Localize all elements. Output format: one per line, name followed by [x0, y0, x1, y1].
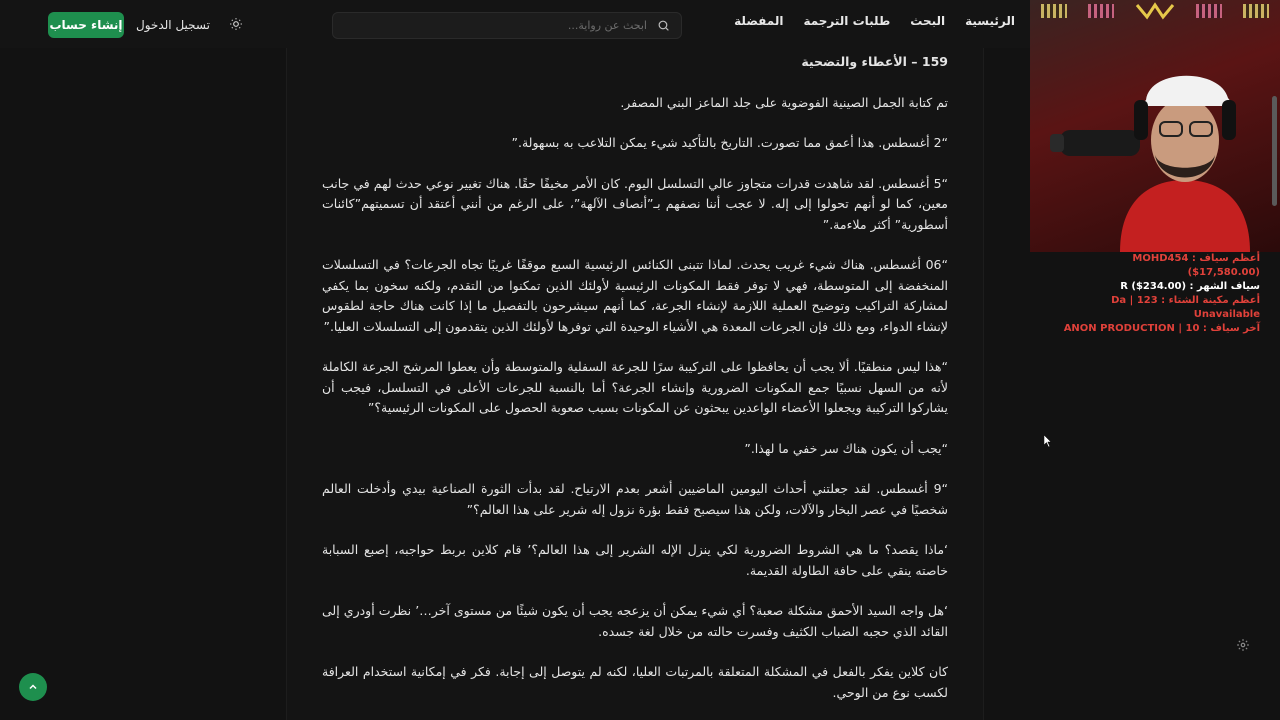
chapter-title: 159 – الأعطاء والتضحية — [801, 54, 948, 69]
mouse-cursor — [1044, 435, 1052, 447]
nav-translation-requests[interactable]: طلبات الترجمة — [803, 14, 891, 28]
top-donor-text: أعظم سياف : MOHD454 ($17,580.00) — [1132, 253, 1260, 278]
paragraph: “يجب أن يكون هناك سر خفي ما لهذا.” — [744, 440, 948, 456]
paragraph: كان كلاين يفكر بالفعل في المشكلة المتعلقة بالمرتبات العليا، لكنه لم يتوصل إلى إجابة. فكر في إمكانية استخدام العرافة لكسب نوع من الوحي. — [322, 664, 948, 700]
banner-decoration — [1088, 4, 1114, 18]
webcam-feed — [1030, 0, 1280, 252]
last-donor-text: آخر سياف : 10 | ANON PRODUCTION — [1063, 323, 1260, 334]
search-box — [332, 12, 682, 39]
scroll-top-button[interactable] — [19, 673, 47, 701]
streamer-avatar — [1110, 60, 1260, 252]
paragraph: “2 أغسطس. هذا أعمق مما تصورت. التاريخ بالتأكيد شيء يمكن التلاعب به بسهولة.” — [511, 135, 948, 150]
paragraph: ‘هل واجه السيد الأحمق مشكلة صعبة؟ أي شيء يمكن أن يزعجه يجب أن يكون شيئًا من مستوى آخر…’ نظرت أودري إلى القائد الذي حجبه الضباب الكثيف وفسرت حالته من خلال لغة جسده. — [322, 603, 948, 639]
crown-logo-icon — [1135, 1, 1175, 21]
banner-decoration — [1041, 4, 1067, 18]
webcam-banner — [1030, 0, 1280, 22]
sun-icon[interactable] — [226, 14, 246, 34]
chevron-up-icon — [27, 681, 39, 693]
month-donor-text: سياف الشهر : R ($234.00) — [1120, 281, 1260, 292]
register-button[interactable]: إنشاء حساب — [48, 12, 124, 38]
banner-decoration — [1196, 4, 1222, 18]
paragraph: تم كتابة الجمل الصينية الفوضوية على جلد الماعز البني المصفر. — [620, 94, 948, 110]
nav-home[interactable]: الرئيسية — [965, 14, 1015, 28]
page-scrollbar[interactable] — [1272, 96, 1277, 206]
search-input[interactable] — [347, 19, 647, 32]
paragraph: ‘ماذا يقصد؟ ما هي الشروط الضرورية لكي ينزل الإله الشرير إلى هذا العالم؟’ قام كلاين بربط حواجبه، إصبع السبابة خاصته ينقي على حافة الطاولة القديمة. — [322, 542, 948, 578]
nav-favorites[interactable]: المفضلة — [734, 14, 784, 28]
main-nav — [734, 14, 1015, 34]
gear-icon[interactable] — [1234, 636, 1252, 654]
login-button[interactable]: تسجيل الدخول — [136, 18, 210, 32]
paragraph: “هذا ليس منطقيًا. ألا يجب أن يحافظوا على التركيبة سرًا للجرعة السفلية والمتوسطة وأن يعطوا المرشح الجرعة الكاملة لأنه من السهل نسبيًا جمع المكونات الضرورية وإنشاء الجرعة؟ أما بالنسبة للجرعات الأعلى في التسلسل، فيجب أن يشاركوا التركيبة ويجعلوا الأعضاء الواعدين يبحثون عن المكونات بسبب صعوبة الحصول على المكونات الرئيسية؟” — [322, 359, 948, 415]
stream-overlay — [1060, 252, 1260, 336]
nav-search[interactable]: البحث — [910, 14, 946, 28]
chapter-content — [322, 48, 948, 720]
paragraph: “06 أغسطس. هناك شيء غريب يحدث. لماذا تتبنى الكنائس الرئيسية السبع موقفًا غريبًا تجاه الجرعات؟ في التسلسلات المنخفضة إلى المتوسطة، فهي لا توفر فقط المكونات الرئيسية لأولئك الذين تمكنوا من التقدم، ولكنه سخون بما يكفي لمشاركة التراكيب وتوضيح العملية اللازمة لإنشاء الجرعة، كما أنهم سيشرحون بالتفصيل ما إذا كانت هناك حاجة لطقوس لإنشاء الدواء، ومع ذلك فإن الجرعات المعدة هي الأشياء الوحيدة التي توفرها لأولئك الذين يتقدمون إلى التسلسلات العليا.” — [322, 257, 948, 334]
paragraph: “9 أغسطس. لقد جعلتني أحداث اليومين الماضيين أشعر بعدم الارتياح. لقد بدأت الثورة الصناعية بيدي وأدخلت العالم شخصيًا في عصر البخار والآلات، ولكن هذا سيصبح فقط بؤرة نزول إله شرير على هذا العالم؟” — [322, 481, 948, 517]
search-icon[interactable] — [655, 18, 671, 34]
winter-text: أعظم مكينة الشتاء : 123 | Da Unavailable — [1111, 295, 1260, 320]
banner-decoration — [1243, 4, 1269, 18]
paragraph: “5 أغسطس. لقد شاهدت قدرات متجاوز عالي التسلسل اليوم. كان الأمر مخيفًا حقًا. هناك تغيير نوعي حدث لهم في جانب معين، كما لو أنهم تحولوا إلى إله. لا عجب أننا نصفهم بـ”أنصاف الآلهة”، على الرغم من أنني أعتقد أن تسميتهم”كائنات أسطورية” أكثر ملاءمة.” — [322, 175, 948, 232]
